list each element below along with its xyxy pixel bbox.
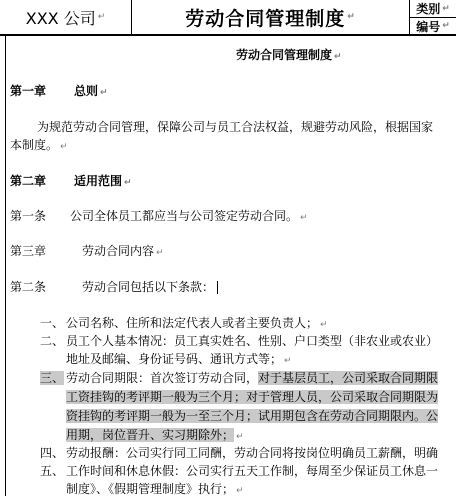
list-number: 一、 <box>40 316 65 330</box>
paragraph-mark-icon: ↵ <box>300 213 308 223</box>
paragraph-mark-icon: ↵ <box>236 486 244 496</box>
paragraph-mark-icon: ↵ <box>156 248 164 258</box>
chapter-name: 劳动合同内容 <box>82 244 155 258</box>
list-item-3-line-1 <box>40 371 438 385</box>
header-title-cell <box>132 0 410 36</box>
paragraph-mark-icon: ↵ <box>97 12 106 22</box>
paragraph-mark-icon: ↵ <box>60 142 68 152</box>
list-item-3-line-2 <box>66 390 438 404</box>
highlighted-text: 工资挂钩的考评期一般为三个月；对于管理人员，公司采取合同期限为 <box>66 390 439 404</box>
text-cursor <box>217 281 218 294</box>
paragraph-mark-icon: ↵ <box>284 356 292 366</box>
chapter-number: 第二章 <box>10 174 47 188</box>
article-2 <box>10 280 218 294</box>
article-number: 第一条 <box>10 209 47 223</box>
number-cell <box>410 18 456 36</box>
list-item-1 <box>40 316 328 332</box>
number-label: 编号 <box>416 19 441 34</box>
list-item-3-line-4 <box>66 428 244 444</box>
paragraph-1-line-2 <box>10 138 68 154</box>
list-item-2-line-1 <box>40 334 438 348</box>
list-text: 劳动合同期限：首次签订劳动合同， <box>66 371 259 385</box>
list-text: 地址及邮编、身份证号码、通讯方式等； <box>66 352 283 366</box>
list-number: 五、 <box>40 464 65 478</box>
list-item-3-line-3 <box>66 409 438 423</box>
list-number: 三、 <box>40 371 65 385</box>
category-cell <box>410 0 456 18</box>
list-text: 劳动报酬：公司实行同工同酬，劳动合同将按岗位明确员工薪酬，明确 <box>66 446 439 460</box>
list-text: 制度》、《假期管理制度》执行； <box>66 482 235 496</box>
paragraph-mark-icon: ↵ <box>442 3 450 14</box>
chapter-number: 第一章 <box>10 84 47 98</box>
list-number: 二、 <box>40 334 65 348</box>
page-margin-line <box>5 36 6 496</box>
article-text: 劳动合同包括以下条款： <box>82 280 215 294</box>
document-title <box>236 48 342 64</box>
chapter-2-heading <box>10 174 132 190</box>
paragraph-text: 本制度。 <box>10 138 59 152</box>
paragraph-mark-icon: ↵ <box>442 21 450 31</box>
chapter-1-heading <box>10 84 108 100</box>
header-title: 劳动合同管理制度 <box>185 7 346 30</box>
list-number: 四、 <box>40 446 65 460</box>
paragraph-1-line-1: 为规范劳动合同管理，保障公司与员工合法权益，规避劳动风险，根据国家 <box>37 120 434 134</box>
article-1 <box>10 209 308 225</box>
chapter-name: 总则 <box>74 84 99 98</box>
chapter-name: 适用范围 <box>74 174 123 188</box>
paragraph-mark-icon: ↵ <box>320 320 328 330</box>
list-text: 工作时间和休息休假：公司实行五天工作制，每周至少保证员工休息一 <box>66 464 439 478</box>
paragraph-mark-icon: ↵ <box>124 178 132 188</box>
highlighted-text: 资挂钩的考评期一般为一至三个月；试用期包含在劳动合同期限内。公 <box>66 409 439 423</box>
list-text: 员工个人基本情况：员工真实姓名、性别、户口类型（非农业或农业） <box>66 334 439 348</box>
article-text: 公司全体员工都应当与公司签定劳动合同。 <box>70 209 299 223</box>
article-number: 第二条 <box>10 280 47 294</box>
paragraph-mark-icon: ↵ <box>334 52 342 62</box>
list-item-2-line-2 <box>66 352 292 368</box>
highlighted-text: 用期，岗位晋升、实习期除外； <box>66 428 235 442</box>
list-text: 公司名称、住所和法定代表人或者主要负责人； <box>66 316 319 330</box>
chapter-number: 第三章 <box>10 244 47 258</box>
paragraph-mark-icon: ↵ <box>236 432 244 442</box>
list-item-4 <box>40 446 438 460</box>
paragraph-mark-icon: ↵ <box>100 88 108 98</box>
document-title-text: 劳动合同管理制度 <box>236 48 333 62</box>
paragraph-mark-icon: ↵ <box>347 12 356 22</box>
company-name: XXX 公司 <box>25 8 96 28</box>
company-name-cell <box>0 0 132 36</box>
highlighted-text: 对于基层员工，公司采取合同期限 <box>258 371 439 385</box>
list-item-5-line-1 <box>40 464 438 478</box>
chapter-3-heading <box>10 244 164 260</box>
category-label: 类别 <box>416 2 441 16</box>
document-header-table <box>0 0 456 36</box>
